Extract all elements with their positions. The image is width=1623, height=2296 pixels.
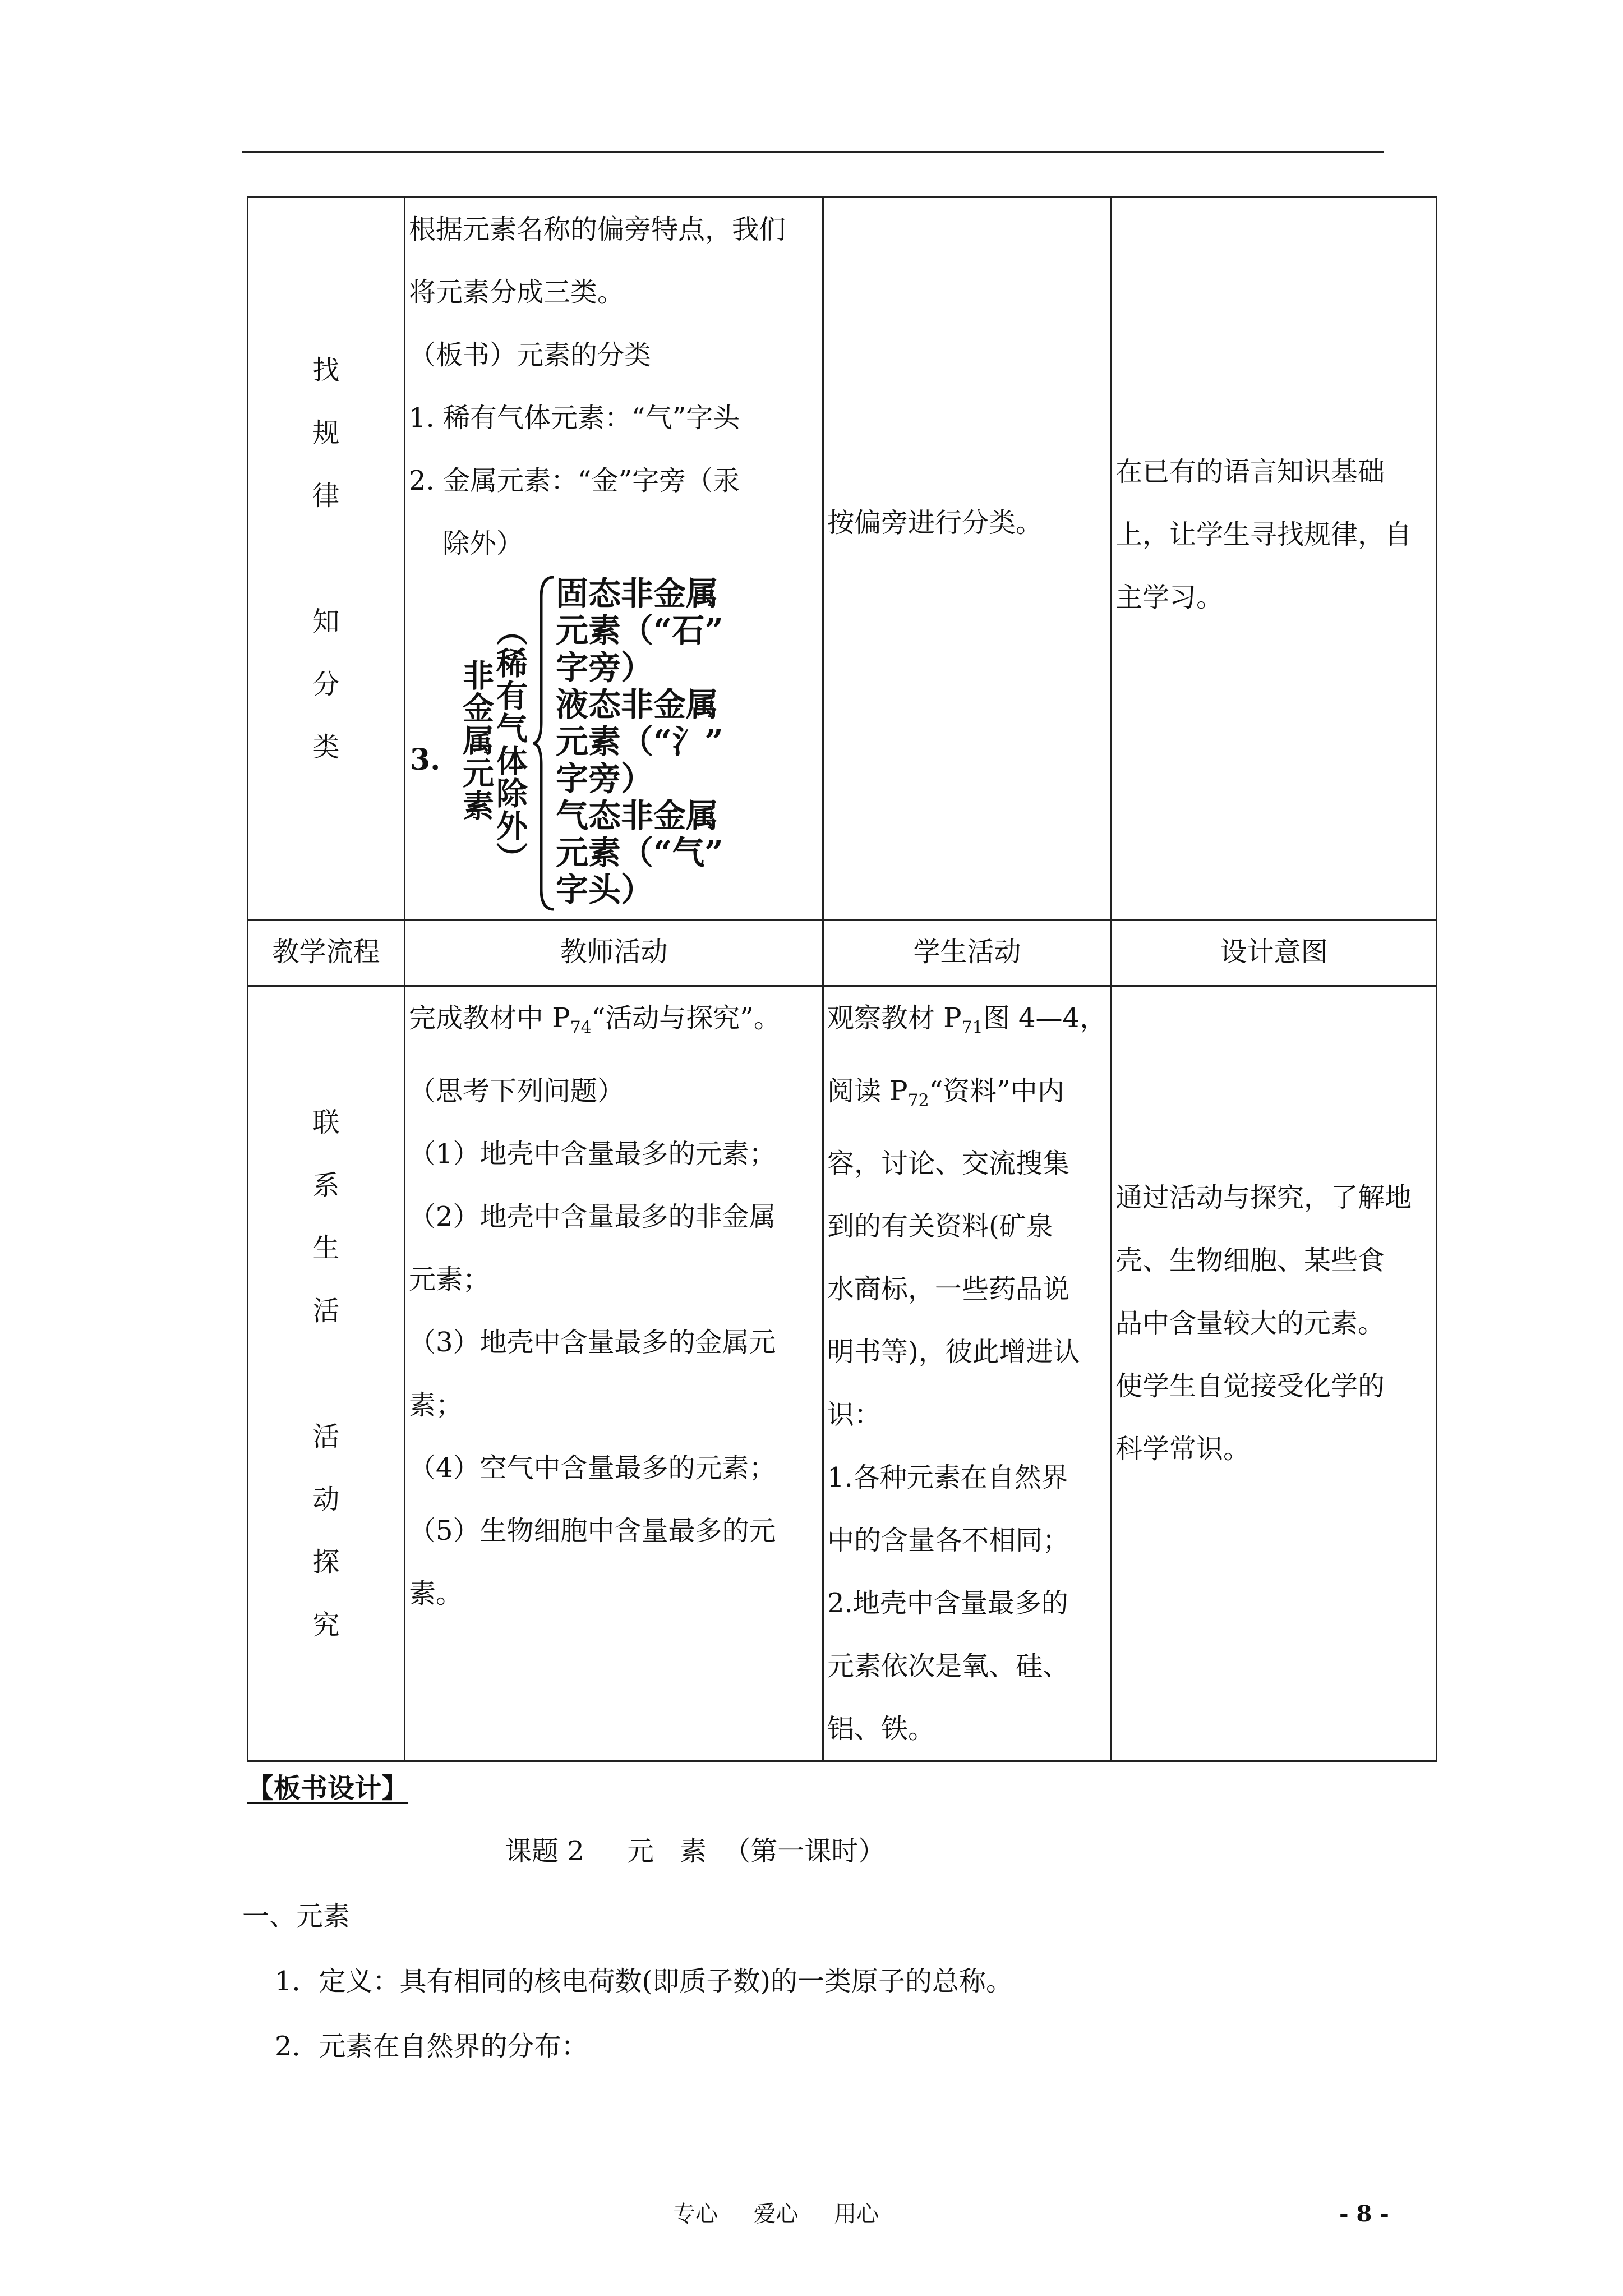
text-fragment: “活动与探究”。	[591, 1002, 781, 1034]
brace-item: 字旁）	[556, 760, 654, 798]
brace-item: 字旁）	[556, 648, 654, 687]
flow-cell-activity	[248, 986, 405, 1761]
brace-item: 元素（“气”	[556, 834, 723, 872]
footer-motto: 专心 爱心 用心	[673, 2201, 879, 2227]
text-line: 科学常识。	[1115, 1433, 1251, 1465]
text-line: 主学习。	[1115, 582, 1224, 613]
text-line: 元素；	[409, 1263, 490, 1295]
nonmetal-label: 非金属元素	[458, 659, 495, 822]
design-intent-cell	[1112, 986, 1437, 1761]
text-line: 将元素分成三类。	[409, 277, 625, 308]
flow-char: 探	[312, 1546, 340, 1578]
flow-char: 生	[312, 1232, 340, 1264]
text-line: 1. 稀有气体元素：“气”字头	[409, 402, 740, 434]
text-line: 铝、铁。	[827, 1713, 935, 1745]
text-fragment: 图 4—4，	[983, 1002, 1107, 1034]
text-line	[827, 1060, 1107, 1133]
flow-cell-find-rules	[248, 197, 405, 920]
text-fragment: 阅读 P	[827, 1075, 908, 1107]
text-line	[827, 987, 1107, 1060]
lesson-plan-table	[247, 196, 1437, 1762]
brace-item: 元素（“石”	[556, 611, 723, 650]
header-teacher: 教师活动	[405, 920, 823, 986]
text-line: 使学生自觉接受化学的	[1115, 1370, 1385, 1402]
flow-char: 活	[312, 1420, 340, 1452]
text-line: 壳、生物细胞、某些食	[1115, 1245, 1385, 1276]
table-row-classification	[248, 197, 1437, 920]
text-line: 根据元素名称的偏旁特点，我们	[409, 214, 786, 245]
item-number: 3.	[410, 743, 441, 777]
page-subscript: 71	[961, 1018, 983, 1038]
definition-line: 1．定义：具有相同的核电荷数(即质子数)的一类原子的总称。	[275, 1966, 1013, 1997]
nonmetal-classification-diagram	[409, 575, 819, 912]
text-line: 上，让学生寻找规律，自	[1115, 519, 1412, 550]
brace-item: 字头）	[556, 871, 654, 909]
text-line: 2.地壳中含量最多的	[827, 1588, 1068, 1619]
text-line: （4）空气中含量最多的元素；	[409, 1452, 776, 1484]
text-line: 水商标，一些药品说	[827, 1273, 1070, 1305]
page-subscript: 74	[570, 1018, 592, 1038]
text-line: 元素依次是氧、硅、	[827, 1650, 1070, 1682]
text-line: 1.各种元素在自然界	[827, 1462, 1068, 1494]
table-header-row	[248, 920, 1437, 986]
header-student: 学生活动	[823, 920, 1112, 986]
text-line: 按偏旁进行分类。	[827, 507, 1043, 539]
brace-item: 元素（“氵”	[556, 723, 723, 761]
flow-char: 律	[312, 480, 340, 512]
text-line: 素。	[409, 1577, 463, 1609]
distribution-line: 2．元素在自然界的分布：	[275, 2031, 588, 2062]
flow-char: 分	[312, 668, 340, 700]
board-design-title: 【板书设计】	[247, 1773, 409, 1804]
header-flow: 教学流程	[248, 920, 405, 986]
text-line: （2）地壳中含量最多的非金属	[409, 1200, 776, 1232]
flow-char: 活	[312, 1295, 340, 1327]
text-line	[409, 987, 819, 1060]
text-line: 中的含量各不相同；	[827, 1525, 1070, 1557]
text-line: 识：	[827, 1399, 882, 1431]
design-intent-cell	[1112, 197, 1437, 920]
text-fragment: 完成教材中 P	[409, 1002, 570, 1034]
flow-char: 知	[312, 605, 340, 637]
text-line: 在已有的语言知识基础	[1115, 456, 1385, 487]
text-line: 通过活动与探究，了解地	[1115, 1182, 1412, 1213]
flow-char: 找	[312, 354, 340, 386]
text-line: 2. 金属元素：“金”字旁（汞	[409, 465, 740, 496]
text-line: 素；	[409, 1389, 463, 1421]
lesson-title: 课题 2 元 素 （第一课时）	[505, 1835, 886, 1867]
header-rule	[242, 151, 1384, 153]
flow-char: 规	[312, 417, 340, 449]
text-line: （1）地壳中含量最多的元素；	[409, 1138, 776, 1170]
section-heading: 一、元素	[242, 1901, 351, 1932]
table-row-activity	[248, 986, 1437, 1761]
flow-char: 究	[312, 1609, 340, 1641]
page-subscript: 72	[907, 1091, 929, 1111]
except-label: （稀有气体除外）	[491, 614, 528, 875]
text-line: （思考下列问题）	[409, 1075, 625, 1107]
flow-char: 联	[312, 1106, 340, 1138]
text-line: （3）地壳中含量最多的金属元	[409, 1326, 776, 1358]
brace-item: 固态非金属	[556, 574, 719, 613]
text-line: 品中含量较大的元素。	[1115, 1308, 1385, 1339]
flow-char: 系	[312, 1169, 340, 1201]
text-line: 明书等)，彼此增进认	[827, 1336, 1080, 1368]
curly-brace-icon	[531, 575, 556, 912]
teacher-activity-cell	[405, 986, 823, 1761]
flow-char: 动	[312, 1483, 340, 1515]
text-line: 容，讨论、交流搜集	[827, 1148, 1070, 1180]
page-number: - 8 -	[1339, 2201, 1389, 2227]
text-fragment: 观察教材 P	[827, 1002, 962, 1034]
text-fragment: “资料”中内	[929, 1075, 1064, 1107]
teacher-activity-cell	[405, 197, 823, 920]
student-activity-cell	[823, 986, 1112, 1761]
brace-item: 气态非金属	[556, 797, 719, 835]
brace-items	[556, 575, 723, 908]
student-activity-cell	[823, 197, 1112, 920]
flow-char: 类	[312, 731, 340, 763]
brace-item: 液态非金属	[556, 685, 719, 724]
text-line: （5）生物细胞中含量最多的元	[409, 1515, 776, 1547]
header-intent: 设计意图	[1112, 920, 1437, 986]
text-line: 除外）	[442, 528, 524, 559]
text-line: （板书）元素的分类	[409, 339, 652, 371]
text-line: 到的有关资料(矿泉	[827, 1211, 1053, 1243]
